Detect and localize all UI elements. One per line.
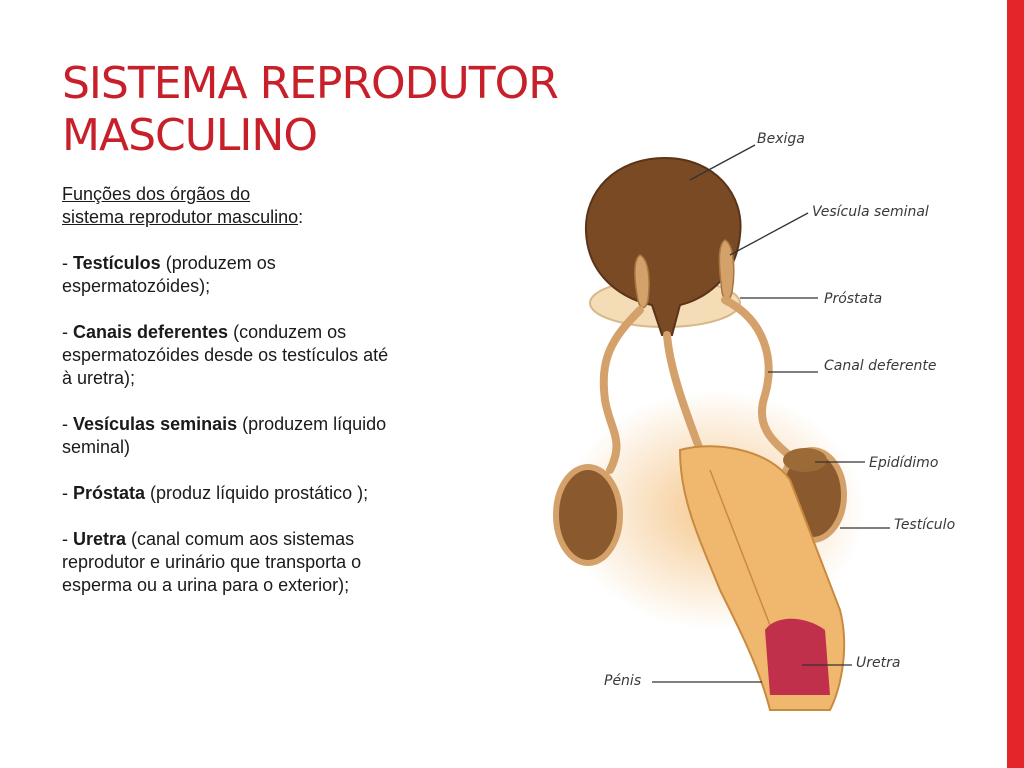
item-term: Próstata bbox=[73, 483, 146, 503]
leader-bexiga bbox=[690, 145, 755, 180]
epididymis bbox=[783, 448, 827, 472]
functions-text bbox=[62, 183, 392, 620]
label-canal: Canal deferente bbox=[824, 358, 937, 374]
label-penis: Pénis bbox=[604, 673, 642, 689]
testis-left bbox=[556, 467, 620, 563]
anatomy-svg bbox=[540, 110, 1000, 730]
item-desc: (produzem líquido seminal) bbox=[62, 414, 387, 457]
anatomy-diagram bbox=[540, 110, 1000, 730]
item-uretra bbox=[62, 528, 392, 597]
item-desc: (canal comum aos sistemas reprodutor e urinário que transporta o esperma ou a urina para o exterior); bbox=[62, 529, 362, 595]
item-term: Testículos bbox=[73, 253, 161, 273]
intro-line-2: sistema reprodutor masculino bbox=[62, 207, 299, 227]
title-line-2: MASCULINO bbox=[62, 110, 317, 161]
label-epididimo: Epidídimo bbox=[869, 455, 939, 471]
item-prefix: - bbox=[62, 253, 73, 273]
item-prefix: - bbox=[62, 483, 73, 503]
item-term: Vesículas seminais bbox=[73, 414, 238, 434]
item-prefix: - bbox=[62, 322, 73, 342]
item-canais bbox=[62, 321, 392, 390]
item-testiculos bbox=[62, 252, 392, 298]
label-uretra: Uretra bbox=[856, 655, 901, 671]
item-term: Uretra bbox=[73, 529, 127, 549]
title-line-1: SISTEMA REPRODUTOR bbox=[62, 58, 558, 109]
item-desc: (produzem os espermatozóides); bbox=[62, 253, 276, 296]
intro-paragraph bbox=[62, 183, 392, 229]
label-bexiga: Bexiga bbox=[757, 131, 805, 147]
urethra-tip bbox=[765, 619, 830, 695]
intro-underlined bbox=[62, 184, 298, 227]
item-vesiculas bbox=[62, 413, 392, 459]
item-prefix: - bbox=[62, 414, 73, 434]
item-desc: (conduzem os espermatozóides desde os testículos até à uretra); bbox=[62, 322, 389, 388]
label-testiculo: Testículo bbox=[894, 517, 956, 533]
item-desc: (produz líquido prostático ); bbox=[145, 483, 369, 503]
item-prefix: - bbox=[62, 529, 73, 549]
label-prostata: Próstata bbox=[824, 291, 883, 307]
item-term: Canais deferentes bbox=[73, 322, 229, 342]
accent-bar bbox=[1007, 0, 1024, 768]
label-vesicula: Vesícula seminal bbox=[812, 204, 929, 220]
intro-colon: : bbox=[298, 207, 304, 227]
item-prostata bbox=[62, 482, 392, 505]
intro-line-1: Funções dos órgãos do bbox=[62, 184, 251, 204]
leader-vesicula bbox=[730, 213, 808, 255]
seminal-vesicle-right bbox=[719, 240, 733, 300]
